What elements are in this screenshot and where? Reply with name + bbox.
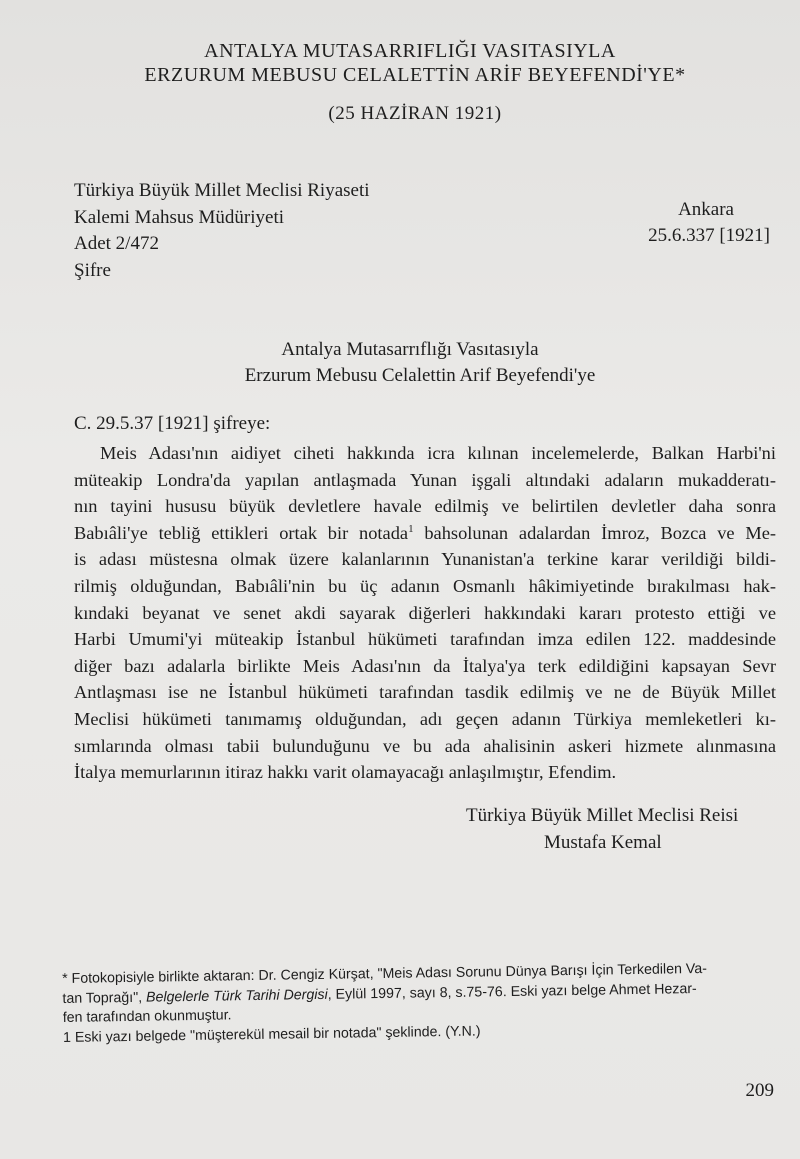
body-line: Harbi Umumi'yi müteakip İstanbul hükümeti tarafından imza edilen 122. maddesinde (74, 629, 776, 650)
body-line: Meclisi hükümeti tanımamış olduğundan, adı geçen adanın Türkiya memleketleri kı- (74, 708, 776, 729)
document-title-line-1: ANTALYA MUTASARRIFLIĞI VASITASIYLA (204, 40, 616, 62)
body-line: rilmiş olduğundan, Babıâli'nin bu üç adanın Osmanlı hâkimiyetinde bırakılması hak- (74, 575, 776, 596)
footnote-line: 1 Eski yazı belgede "müşterekül mesail bir notada" şeklinde. (Y.N.) (62, 1022, 481, 1046)
page-number: 209 (745, 1080, 774, 1101)
body-line-with-footnote (74, 520, 776, 547)
footnote-line: fen tarafından okunmuştur. (62, 1007, 232, 1026)
signature-title: Türkiya Büyük Millet Meclisi Reisi (466, 805, 739, 826)
signature-block (454, 802, 774, 856)
document-title-line-2: ERZURUM MEBUSU CELALETTİN ARİF BEYEFENDİ'YE* (144, 64, 686, 86)
reference-line: C. 29.5.37 [1921] şifreye: (74, 413, 271, 434)
sender-line: Türkiya Büyük Millet Meclisi Riyaseti (74, 180, 370, 201)
body-line: Meis Adası'nın aidiyet ciheti hakkında icra kılınan incelemelerde, Balkan Harbi'ni (100, 443, 776, 463)
place-date: 25.6.337 [1921] (648, 225, 770, 246)
footnote-fragment: , Eylül 1997, sayı 8, s.75-76. Eski yazı belge Ahmet Hezar- (327, 980, 697, 1003)
place-date-block (570, 197, 770, 249)
place-city: Ankara (678, 199, 734, 220)
document-date-heading: (25 HAZİRAN 1921) (328, 103, 502, 124)
body-line: Antlaşması ise ne İstanbul hükümeti tarafından tasdik edilmiş ve ne de Büyük Millet (74, 682, 776, 703)
addressee-line: Antalya Mutasarrıflığı Vasıtasıyla (281, 339, 539, 360)
signature-name: Mustafa Kemal (544, 832, 662, 853)
footnote-line: * Fotokopisiyle birlikte aktaran: Dr. Cengiz Kürşat, "Meis Adası Sorunu Dünya Barışı İçin Terkedilen Va- (62, 960, 708, 987)
addressee-line: Erzurum Mebusu Celalettin Arif Beyefendi'ye (244, 365, 596, 386)
letter-body (74, 440, 776, 786)
journal-title: Belgelerle Türk Tarihi Dergisi (145, 986, 328, 1006)
body-line: is adası müstesna olmak üzere kalanlarının Yunanistan'a terkine karar verildiği bildi- (74, 549, 776, 570)
sender-line: Şifre (74, 259, 111, 281)
footnote-fragment: tan Toprağı", (62, 989, 147, 1007)
body-line: müteakip Londra'da yapılan antlaşmada Yunan işgali altındaki adaların mukadderatı- (74, 469, 776, 490)
body-text-fragment: Babıâli'ye tebliğ ettikleri ortak bir notada (74, 522, 409, 543)
body-line: diğer bazı adalarla birlikte Meis Adası'nın da İtalya'ya terk edildiğini kapsayan Sevr (74, 655, 776, 676)
body-line: kındaki beyanat ve senet akdi sayarak diğerleri hakkındaki kararı protesto ettiği ve (74, 602, 776, 623)
sender-line: Kalemi Mahsus Müdüriyeti (74, 206, 285, 228)
body-text-fragment: bahsolunan adalardan İmroz, Bozca ve Me- (413, 522, 776, 543)
body-line: nın tayini hususu büyük devletlere havale edilmiş ve belirtilen devletler daha sonra (74, 496, 776, 517)
sender-line: Adet 2/472 (74, 233, 159, 254)
addressee-block (0, 337, 800, 389)
body-line: İtalya memurlarının itiraz hakkı varit olamayacağı anlaşılmıştır, Efendim. (74, 762, 617, 783)
footnote-marker: 1 (408, 522, 414, 535)
sender-block (74, 178, 370, 284)
footnotes (62, 959, 777, 1048)
body-line: sımlarında olması tabii bulunduğunu ve bu ada ahalisinin askeri hizmete alınmasına (74, 735, 776, 756)
